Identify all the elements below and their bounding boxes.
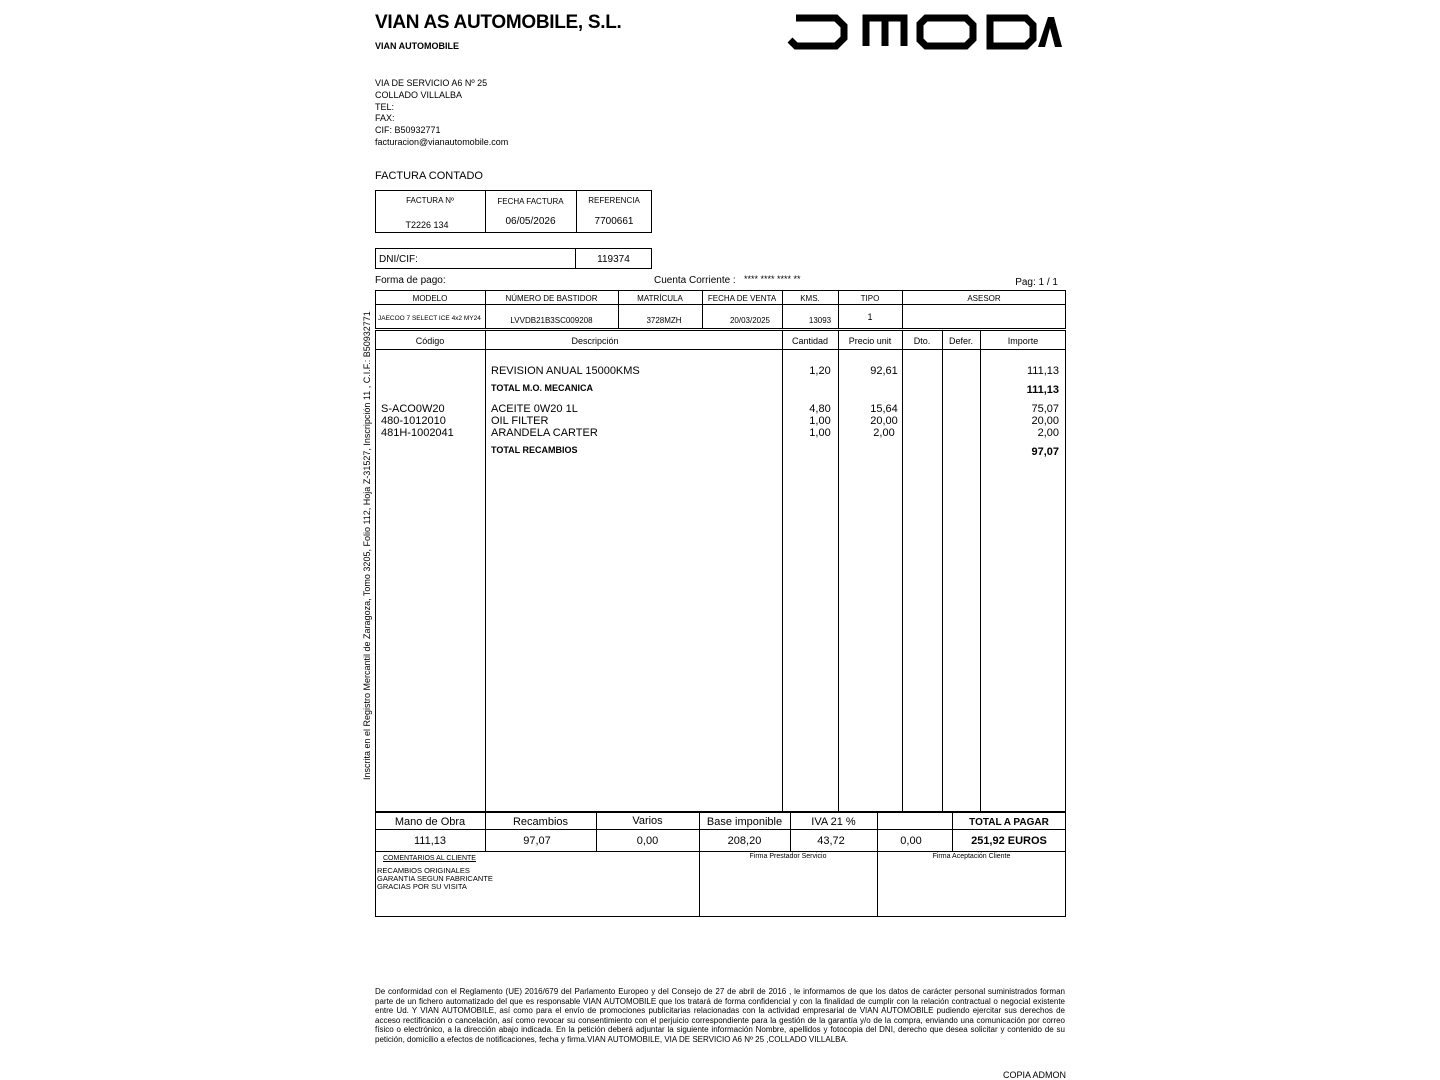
comment-line: GARANTIA SEGUN FABRICANTE xyxy=(377,874,493,883)
taxable-base-label: Base imponible xyxy=(706,816,783,828)
discount-header: Dto. xyxy=(913,336,931,346)
line-amount: 20,00 xyxy=(1031,415,1059,427)
amount-header: Importe xyxy=(1007,336,1039,346)
account-value: **** **** **** ** xyxy=(744,274,801,284)
misc-total: 0,00 xyxy=(636,835,659,847)
address-line: facturacion@vianautomobile.com xyxy=(375,136,509,147)
line-quantity: 4,80 xyxy=(809,403,831,415)
deferred-header: Defer. xyxy=(948,336,973,346)
page-indicator: Pag: 1 / 1 xyxy=(1015,277,1058,288)
advisor-header: ASESOR xyxy=(967,294,1001,303)
address-line: VIA DE SERVICIO A6 Nº 25 xyxy=(375,78,488,88)
client-signature-label: Firma Aceptación Cliente xyxy=(932,853,1011,860)
address-line: COLLADO VILLALBA xyxy=(375,89,463,100)
line-code: 481H-1002041 xyxy=(381,427,454,439)
subtotal-parts-amount: 97,07 xyxy=(1031,446,1059,458)
line-quantity: 1,00 xyxy=(809,427,831,439)
line-amount: 2,00 xyxy=(1037,427,1059,439)
extra-amount: 0,00 xyxy=(900,835,922,847)
chassis-value: LVVDB21B3SC009208 xyxy=(510,316,593,325)
quantity-header: Cantidad xyxy=(791,336,829,346)
taxable-base: 208,20 xyxy=(727,835,762,847)
line-code: S-ACO0W20 xyxy=(381,403,445,415)
company-name: VIAN AS AUTOMOBILE, S.L. xyxy=(375,12,622,33)
line-quantity: 1,00 xyxy=(809,415,831,427)
company-address xyxy=(375,78,508,149)
chassis-header: NÚMERO DE BASTIDOR xyxy=(505,294,598,303)
provider-signature-label: Firma Prestador Servicio xyxy=(749,853,827,860)
model-value: JAECOO 7 SELECT ICE 4x2 MY24 xyxy=(378,315,481,322)
labour-total-label: Mano de Obra xyxy=(394,816,466,828)
invoice-number-label: FACTURA Nº xyxy=(406,196,454,205)
invoice-date-label: FECHA FACTURA xyxy=(497,197,564,206)
misc-total-label: Varios xyxy=(632,815,663,827)
sale-date-value: 20/03/2025 xyxy=(729,316,771,325)
company-subname: VIAN AUTOMOBILE xyxy=(375,41,460,51)
invoice-number: T2226 134 xyxy=(405,220,449,230)
invoice-type: FACTURA CONTADO xyxy=(375,170,483,182)
line-description: ACEITE 0W20 1L xyxy=(491,403,578,415)
type-value: 1 xyxy=(867,312,873,322)
comment-line: RECAMBIOS ORIGINALES xyxy=(377,866,470,875)
address-line: TEL: xyxy=(375,101,395,112)
invoice-reference: 7700661 xyxy=(594,216,634,227)
line-unit-price: 20,00 xyxy=(870,415,898,427)
dni-number: 119374 xyxy=(597,254,630,265)
parts-total-label: Recambios xyxy=(512,816,569,828)
type-header: TIPO xyxy=(860,294,880,303)
line-amount: 75,07 xyxy=(1031,403,1059,415)
address-line: CIF: B50932771 xyxy=(375,125,441,136)
parts-total: 97,07 xyxy=(523,835,551,847)
kms-value: 13093 xyxy=(808,316,832,325)
vat-label: IVA 21 % xyxy=(811,816,856,828)
description-header: Descripción xyxy=(571,336,619,346)
labour-total: 111,13 xyxy=(413,835,446,847)
total-to-pay: 251,92 EUROS xyxy=(971,835,1047,847)
total-to-pay-label: TOTAL A PAGAR xyxy=(969,817,1049,828)
account-label: Cuenta Corriente : xyxy=(654,275,736,286)
payment-method-label: Forma de pago: xyxy=(375,275,446,286)
omoda-logo xyxy=(786,14,1062,50)
lines-table xyxy=(375,330,1066,812)
copy-label: COPIA ADMON xyxy=(1002,1070,1066,1080)
model-header: MODELO xyxy=(412,294,448,303)
vat-amount: 43,72 xyxy=(817,835,845,847)
line-code: 480-1012010 xyxy=(381,415,446,427)
code-header: Código xyxy=(415,336,445,346)
line-unit-price: 92,61 xyxy=(870,365,898,377)
dni-label: DNI/CIF: xyxy=(379,254,418,265)
sale-date-header: FECHA DE VENTA xyxy=(707,294,777,303)
comments-label: COMENTARIOS AL CLIENTE xyxy=(383,855,476,862)
line-unit-price: 2,00 xyxy=(873,427,895,439)
plate-value: 3728MZH xyxy=(646,316,682,325)
line-description: ARANDELA CARTER xyxy=(491,427,598,439)
comment-line: GRACIAS POR SU VISITA xyxy=(377,882,467,891)
plate-header: MATRÍCULA xyxy=(637,294,683,303)
subtotal-labour-label: TOTAL M.O. MECANICA xyxy=(491,383,593,393)
line-description: OIL FILTER xyxy=(491,415,549,427)
line-unit-price: 15,64 xyxy=(870,403,898,415)
unit-price-header: Precio unit xyxy=(848,336,892,346)
kms-header: KMS. xyxy=(800,294,820,303)
legal-notice: De conformidad con el Reglamento (UE) 2016/679 del Parlamento Europeo y del Consejo de 27 de abril de 2016 , le informamos de que los datos de carácter personal suministrados forman parte de un fichero automatizado del que es responsable VIAN AUTOMOBILE que los tratará de forma confidencial y con la finalidad de cumplir con la relación contractual o negocial existente entre Ud. Y VIAN AUTOMOBILE, así como para el envío de promociones publicitarias relacionadas con la actividad empresarial de VIAN AUTOMOBILE pudiendo ejercitar sus derechos de acceso rectificación o cancelación, así como revocar su consentimiento con el perjuicio correspondiente para la gestión de la garantía y/o de la compra, enviando una comunicación por correo físico o electrónico, a la dirección abajo indicada. En la petición deberá adjuntar la siguiente información Nombre, apellidos y fotocopia del DNI, derecho que desea solicitar y contenido de su petición, domicilio a efectos de notificaciones, fecha y firma.VIAN AUTOMOBILE, VIA DE SERVICIO A6 Nº 25 ,COLLADO VILLALBA. xyxy=(375,987,1065,1044)
subtotal-parts-label: TOTAL RECAMBIOS xyxy=(491,445,578,455)
registry-side-text: Inscrita en el Registro Mercantil de Zaragoza, Tomo 3205, Folio 112, Hoja Z-31527, Inscripción 11 , C.I.F.: B50932771 xyxy=(362,311,372,780)
line-amount: 111,13 xyxy=(1026,365,1059,377)
subtotal-labour-amount: 111,13 xyxy=(1026,384,1059,396)
line-quantity: 1,20 xyxy=(809,365,831,377)
address-line: FAX: xyxy=(375,113,395,124)
invoice-date: 06/05/2026 xyxy=(505,216,556,227)
invoice-reference-label: REFERENCIA xyxy=(588,196,640,205)
line-description: REVISION ANUAL 15000KMS xyxy=(491,365,640,377)
comments-text xyxy=(377,867,493,891)
